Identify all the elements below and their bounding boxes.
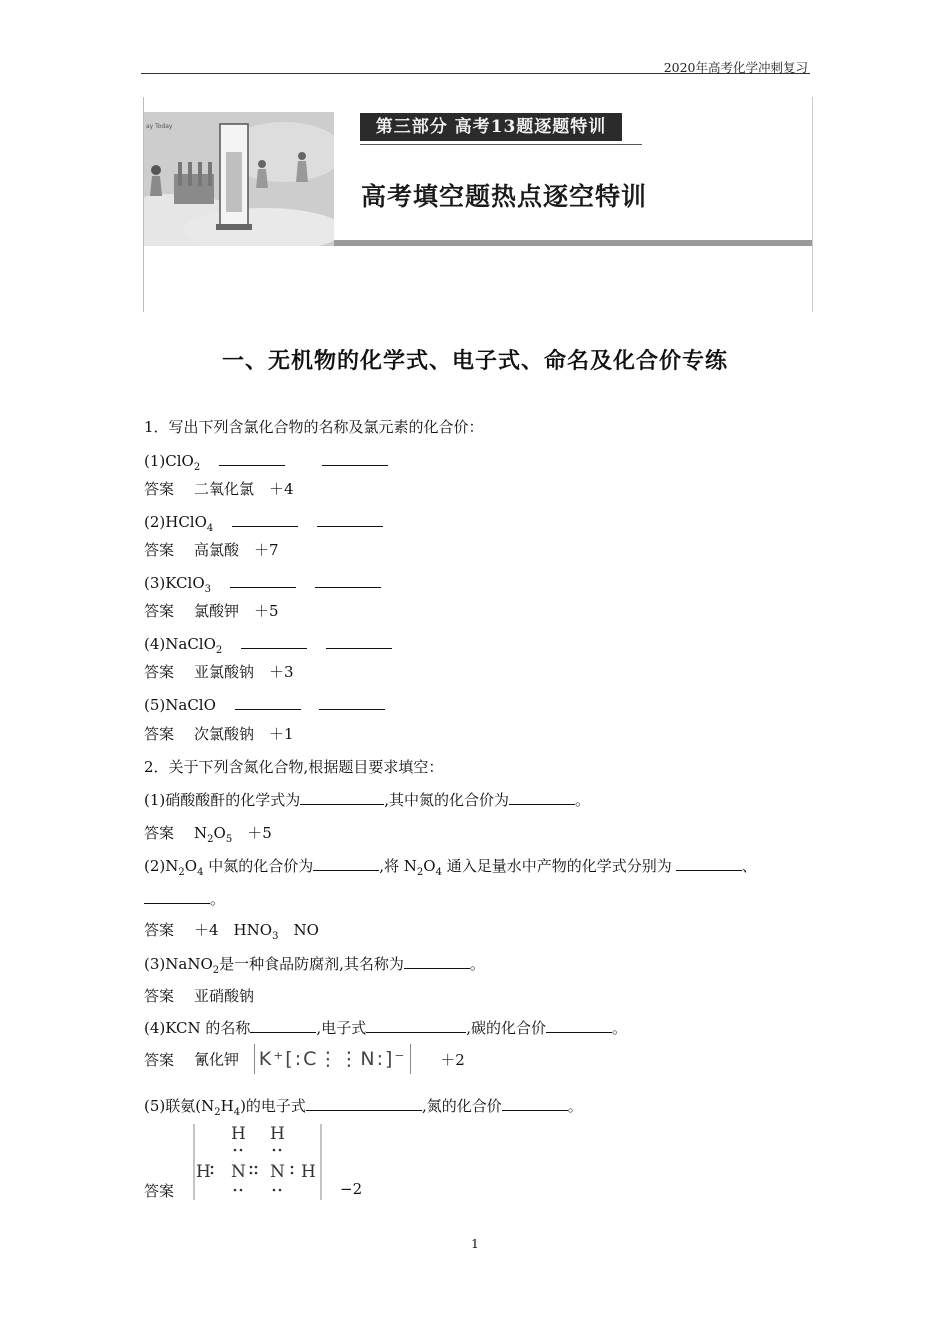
formula-text: N [194, 824, 208, 842]
q2-part-5 [144, 1095, 583, 1118]
atom-n-1: N [231, 1162, 246, 1182]
part-text: 中氮的化合价为 [203, 857, 314, 875]
answer-text: NO [278, 921, 319, 939]
q1-answer-4 [144, 661, 294, 682]
banner-pic-caption: ay Today [146, 123, 173, 130]
atom-h-left: H [196, 1162, 211, 1182]
answer-blank[interactable] [366, 1018, 466, 1033]
atom-h-right: H [301, 1162, 316, 1182]
subscript: 2 [416, 867, 424, 878]
answer-blank[interactable] [322, 451, 388, 466]
page-number: 1 [471, 1236, 479, 1251]
part-text: 、 [741, 857, 757, 875]
subscript: 3 [272, 931, 279, 942]
answer-text: ＋4 HNO [194, 921, 273, 939]
item-label: (5)NaClO [144, 696, 216, 714]
answer-blank[interactable] [317, 512, 383, 527]
formula-text: O [213, 824, 226, 842]
answer-blank[interactable] [313, 856, 379, 871]
answer-label: 答案 [144, 1050, 175, 1069]
banner-title: 高考填空题热点逐空特训 [361, 182, 648, 211]
item-label: (4)NaClO [144, 635, 216, 653]
item-label: (1)ClO [144, 452, 194, 470]
item-label: (2)HClO [144, 513, 207, 531]
answer-blank[interactable] [676, 856, 742, 871]
q1-answer-3 [144, 600, 279, 621]
q2-part-2-cont [144, 888, 225, 909]
section-banner [143, 97, 813, 312]
answer-text: 亚氯酸钠 ＋3 [194, 663, 294, 681]
part-text: ,电子式 [316, 1019, 367, 1037]
part-text: 是一种食品防腐剂,其名称为 [219, 955, 404, 973]
subscript: 2 [214, 1107, 221, 1118]
part-text: (2)N [144, 857, 179, 875]
subscript: 2 [215, 645, 223, 656]
banner-illustration [144, 112, 334, 246]
answer-label: 答案 [144, 663, 175, 681]
part-text: (3)NaNO [144, 955, 213, 973]
subscript: 4 [233, 1107, 241, 1118]
answer-text: 二氧化氯 ＋4 [194, 480, 294, 498]
atom-h-top-2: H [270, 1124, 285, 1144]
answer-blank[interactable] [546, 1018, 612, 1033]
answer-label: 答案 [144, 541, 175, 559]
answer-valence: ＋2 [440, 1050, 465, 1069]
q2-part-2 [144, 855, 757, 878]
answer-blank[interactable] [219, 451, 285, 466]
running-header: 2020年高考化学冲刺复习 [663, 60, 808, 75]
answer-label: 答案 [144, 1182, 175, 1200]
subscript: 4 [435, 867, 442, 878]
part-text: O [184, 857, 198, 875]
q1-item-4 [144, 634, 392, 656]
answer-label: 答案 [144, 480, 175, 498]
q2-answer-1 [144, 822, 272, 845]
part-text: ,碳的化合价 [466, 1019, 546, 1037]
subscript: 2 [178, 867, 185, 878]
part-text: )的电子式 [240, 1097, 306, 1115]
atom-n-2: N [270, 1162, 285, 1182]
answer-blank[interactable] [144, 889, 210, 904]
q2-answer-4 [144, 1044, 465, 1074]
subscript: 2 [212, 965, 220, 976]
banner-right-border [812, 97, 813, 312]
subscript: 5 [225, 834, 233, 845]
subscript: 2 [193, 462, 201, 473]
q1-stem: 1．写出下列含氯化合物的名称及氯元素的化合价： [144, 418, 484, 436]
chapter-title: 一、无机物的化学式、电子式、命名及化合价专练 [221, 348, 728, 374]
part-text: 。 [567, 1097, 583, 1115]
answer-text: 次氯酸钠 ＋1 [194, 725, 294, 743]
part-text: (5)联氨(N [144, 1097, 215, 1115]
answer-label: 答案 [144, 921, 175, 939]
part-text: (1)硝酸酸酐的化学式为 [144, 791, 301, 809]
answer-text: 亚硝酸钠 [194, 987, 255, 1005]
atom-h-top-1: H [231, 1124, 246, 1144]
q2-answer-5-valence: −2 [340, 1180, 363, 1198]
part-text: 。 [575, 791, 591, 809]
answer-blank[interactable] [319, 695, 385, 710]
subscript: 2 [207, 834, 214, 845]
kcn-electron-formula: K⁺[:C⋮⋮N:]⁻ [254, 1044, 412, 1074]
answer-blank[interactable] [232, 512, 298, 527]
part-text: 。 [469, 955, 485, 973]
q2-answer-3 [144, 985, 254, 1006]
answer-text: ＋5 [247, 824, 272, 842]
part-text: 。 [210, 890, 226, 908]
subscript: 4 [206, 523, 214, 534]
subscript: 3 [204, 584, 211, 595]
answer-blank[interactable] [509, 790, 575, 805]
q1-answer-1 [144, 478, 294, 499]
part-text: O [423, 857, 436, 875]
answer-blank[interactable] [306, 1096, 422, 1111]
answer-label: 答案 [144, 824, 175, 842]
q1-item-2 [144, 512, 383, 534]
answer-blank[interactable] [300, 790, 384, 805]
answer-blank[interactable] [315, 573, 381, 588]
header-rule [141, 73, 810, 74]
answer-blank[interactable] [250, 1018, 316, 1033]
q2-part-4 [144, 1017, 627, 1038]
q2-stem: 2．关于下列含氮化合物,根据题目要求填空： [144, 758, 444, 776]
answer-blank[interactable] [235, 695, 301, 710]
answer-text: 氯酸钾 ＋5 [194, 602, 279, 620]
q1-answer-2 [144, 539, 279, 560]
answer-text: 氰化钾 [194, 1050, 240, 1069]
banner-divider-bar [334, 240, 812, 246]
part-text: (4)KCN 的名称 [144, 1019, 251, 1037]
answer-text: 高氯酸 ＋7 [194, 541, 279, 559]
q2-answer-2 [144, 919, 319, 942]
part-text: 。 [611, 1019, 627, 1037]
q2-part-3 [144, 953, 485, 976]
q1-item-5 [144, 695, 385, 714]
answer-blank[interactable] [230, 573, 296, 588]
q1-item-1 [144, 451, 388, 473]
answer-blank[interactable] [404, 954, 470, 969]
part-text: ,其中氮的化合价为 [384, 791, 510, 809]
part-text: H [220, 1097, 234, 1115]
q2-answer-5-label [144, 1180, 194, 1201]
q2-part-1 [144, 789, 590, 810]
item-label: (3)KClO [144, 574, 205, 592]
answer-label: 答案 [144, 987, 175, 1005]
section-underline [360, 144, 642, 145]
q1-answer-5 [144, 723, 294, 744]
part-text: ,将 N [379, 857, 417, 875]
section-label: 第三部分 高考13题逐题特训 [360, 113, 622, 141]
answer-label: 答案 [144, 725, 175, 743]
q1-item-3 [144, 573, 381, 595]
subscript: 4 [197, 867, 204, 878]
answer-blank[interactable] [326, 634, 392, 649]
answer-blank[interactable] [241, 634, 307, 649]
hydrazine-electron-formula [193, 1124, 323, 1200]
part-text: ,氮的化合价 [421, 1097, 502, 1115]
answer-blank[interactable] [502, 1096, 568, 1111]
answer-label: 答案 [144, 602, 175, 620]
part-text: 通入足量水中产物的化学式分别为 [441, 857, 672, 875]
